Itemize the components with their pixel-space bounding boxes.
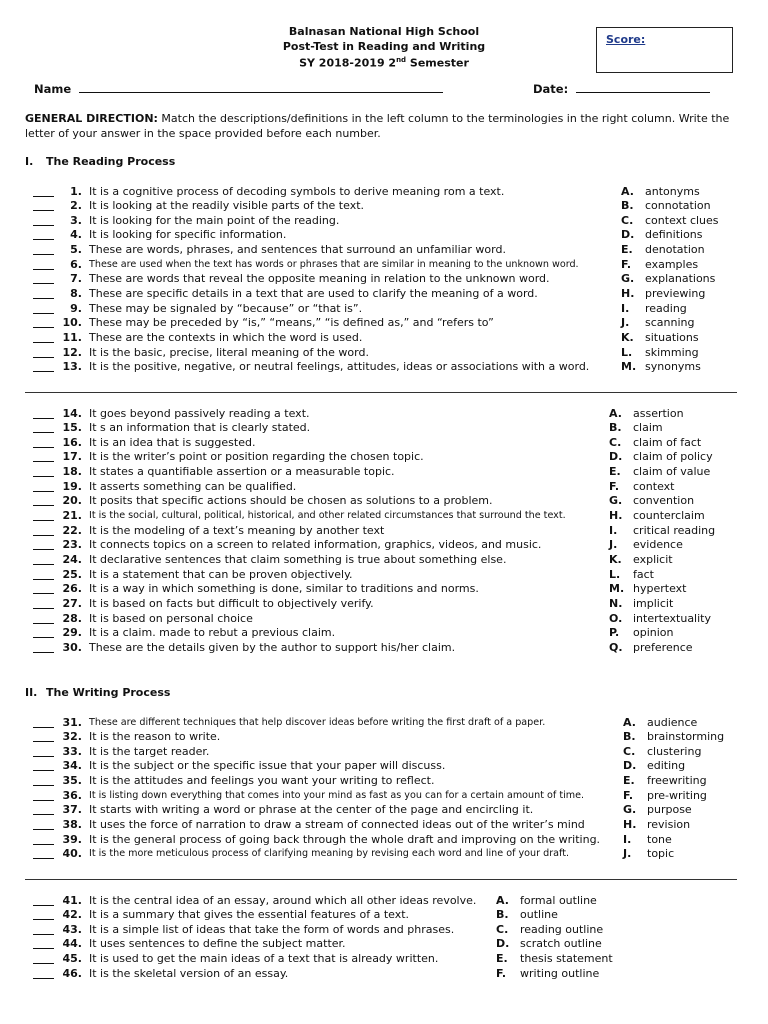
question-row [33,345,369,361]
option-term: evidence [633,538,683,552]
question-row [33,287,538,302]
option-letter: H. [621,287,635,301]
option-letter: O. [609,611,623,625]
question-text: It declarative sentences that claim something is true about something else. [89,553,507,567]
option-term: thesis statement [520,952,613,966]
question-number: 29. [62,626,82,640]
question-text: It is a cognitive process of decoding symbols to derive meaning rom a text. [89,184,505,198]
question-text: It is the skeletal version of an essay. [89,966,289,980]
option-term: claim of policy [633,450,713,464]
option-term: context [633,479,675,493]
answer-blank[interactable] [33,948,54,949]
answer-blank[interactable] [33,447,54,448]
question-row [33,421,311,436]
answer-blank[interactable] [33,535,54,536]
question-row [33,774,435,789]
question-number: 39. [62,832,82,846]
question-text: It is based on personal choice [89,611,253,625]
option-letter: G. [621,272,635,286]
question-text: These may be signaled by “because” or “that is”. [89,301,363,315]
option-term: scanning [645,316,695,330]
question-number: 36. [62,788,82,802]
option-term: counterclaim [633,509,705,523]
question-number: 17. [62,450,82,464]
option-term: examples [645,257,699,271]
option-letter: J. [621,316,630,330]
option-term: assertion [633,406,684,420]
answer-blank[interactable] [33,210,54,211]
question-row [33,213,340,229]
question-number: 35. [62,774,82,788]
option-term: skimming [645,345,699,359]
question-row [33,450,424,465]
question-text: These may be preceded by “is,” “means,” “is defined as,” and “refers to” [89,316,494,330]
question-number: 30. [62,641,82,655]
option-letter: F. [496,966,507,980]
question-row [33,788,585,804]
answer-blank[interactable] [33,727,54,728]
option-term: freewriting [647,774,707,788]
option-letter: J. [609,538,618,552]
answer-blank[interactable] [33,254,54,255]
option-letter: I. [621,301,630,315]
score-box[interactable] [596,27,733,73]
question-row [33,744,210,760]
question-text: It is the central idea of an essay, around which all other ideas revolve. [89,893,477,907]
question-row [33,715,546,731]
option-letter: D. [623,759,637,773]
question-number: 42. [62,908,82,922]
option-letter: L. [609,567,621,581]
answer-blank[interactable] [33,283,54,284]
question-text: It is a statement that can be proven objectively. [89,567,353,581]
question-row [33,937,346,952]
divider [25,879,737,880]
school-year: SY 2018-2019 2nd Semester [299,56,469,70]
option-term: convention [633,494,695,508]
question-number: 22. [62,523,82,537]
question-number: 45. [62,952,82,966]
option-letter: L. [621,345,633,359]
option-letter: H. [623,818,637,832]
question-text: It is a claim. made to rebut a previous claim. [89,626,336,640]
answer-blank[interactable] [33,829,54,830]
option-term: definitions [645,228,703,242]
answer-blank[interactable] [33,741,54,742]
question-number: 10. [62,316,82,330]
name-line[interactable] [79,82,443,93]
answer-blank[interactable] [33,978,54,979]
question-number: 4. [70,228,82,242]
question-number: 1. [70,184,82,198]
question-row [33,847,570,862]
general-direction [25,111,740,141]
test-title: Post-Test in Reading and Writing [282,40,486,53]
question-text: These are words that reveal the opposite meaning in relation to the unknown word. [89,272,550,286]
question-row [33,479,297,495]
question-row [33,406,310,422]
question-number: 41. [62,893,82,907]
question-row [33,641,456,656]
question-text: These are the contexts in which the word is used. [89,331,363,345]
question-text: These are the details given by the author to support his/her claim. [89,641,456,655]
question-number: 25. [62,567,82,581]
question-number: 21. [62,509,82,523]
question-row [33,272,550,287]
question-text: It is listing down everything that comes into your mind as fast as you can for a certain amount of time. [89,789,585,801]
question-text: It is an idea that is suggested. [89,435,256,449]
option-letter: B. [496,908,509,922]
answer-blank[interactable] [33,579,54,580]
option-letter: H. [609,509,623,523]
question-row [33,301,363,317]
option-term: opinion [633,626,674,640]
answer-blank[interactable] [33,313,54,314]
question-row [33,257,579,273]
question-row [33,922,455,938]
option-term: claim of fact [633,435,702,449]
option-term: revision [647,818,691,832]
question-row [33,952,439,967]
question-text: It is looking for specific information. [89,228,287,242]
option-letter: P. [609,626,620,640]
option-term: topic [647,847,675,861]
question-text: It is the modeling of a text’s meaning by another text [89,523,385,537]
question-number: 13. [62,360,82,374]
answer-blank[interactable] [33,814,54,815]
answer-blank[interactable] [33,327,54,328]
option-letter: M. [609,582,625,596]
answer-blank[interactable] [33,593,54,594]
answer-blank[interactable] [33,844,54,845]
question-number: 43. [62,922,82,936]
question-number: 32. [62,730,82,744]
question-number: 15. [62,421,82,435]
name-label: Name [34,82,72,96]
question-row [33,331,363,346]
question-number: 5. [70,243,82,257]
answer-blank[interactable] [33,520,54,521]
option-letter: E. [623,774,635,788]
direction-text: Match the descriptions/definitions in the left column to the terminologies in the right column. Write the letter of your answer in the space provided before each number. [25,112,730,140]
option-letter: J. [623,847,632,861]
option-letter: A. [609,406,622,420]
question-text: It is the target reader. [89,744,210,758]
question-row [33,567,353,583]
option-letter: N. [609,597,623,611]
question-row [33,465,395,480]
date-field[interactable] [533,82,710,96]
question-number: 27. [62,597,82,611]
option-letter: E. [621,243,633,257]
option-term: denotation [645,243,705,257]
answer-blank[interactable] [33,652,54,653]
answer-blank[interactable] [33,623,54,624]
question-number: 14. [62,406,82,420]
question-number: 24. [62,553,82,567]
option-letter: C. [621,213,634,227]
question-number: 33. [62,744,82,758]
option-letter: D. [496,937,510,951]
question-number: 6. [70,257,82,271]
option-term: antonyms [645,184,700,198]
question-number: 18. [62,465,82,479]
question-row [33,832,601,848]
answer-blank[interactable] [33,505,54,506]
question-text: It is the social, cultural, political, historical, and other related circumstances that surround the text. [89,510,566,522]
option-letter: I. [623,832,632,846]
question-row [33,523,385,539]
option-letter: F. [623,788,634,802]
answer-blank[interactable] [33,432,54,433]
question-row [33,626,336,641]
question-number: 8. [70,287,82,301]
question-row [33,228,287,243]
question-number: 38. [62,818,82,832]
question-text: It is used to get the main ideas of a text that is already written. [89,952,439,966]
option-letter: B. [609,421,622,435]
option-term: brainstorming [647,730,725,744]
question-number: 2. [70,199,82,213]
date-label: Date: [533,82,569,96]
question-number: 9. [70,301,82,315]
question-number: 23. [62,538,82,552]
question-text: It is the more meticulous process of clarifying meaning by revising each word and line of your draft. [89,848,570,860]
option-letter: G. [623,803,637,817]
question-text: It states a quantifiable assertion or a measurable topic. [89,465,395,479]
question-text: It is the positive, negative, or neutral feelings, attitudes, ideas or associations with a word. [89,360,590,374]
question-number: 16. [62,435,82,449]
option-letter: A. [496,893,509,907]
option-letter: M. [621,360,637,374]
option-term: previewing [645,287,706,301]
question-text: These are specific details in a text that are used to clarify the meaning of a word. [89,287,538,301]
option-letter: E. [496,952,508,966]
answer-blank[interactable] [33,637,54,638]
option-letter: C. [496,922,509,936]
question-text: It is looking for the main point of the reading. [89,213,340,227]
option-letter: C. [609,435,622,449]
option-letter: K. [609,553,622,567]
question-text: These are words, phrases, and sentences that surround an unfamiliar word. [89,243,506,257]
question-number: 12. [62,345,82,359]
answer-blank[interactable] [33,491,54,492]
option-term: critical reading [633,523,716,537]
option-term: explicit [633,553,673,567]
question-text: It is looking at the readily visible parts of the text. [89,199,365,213]
option-letter: C. [623,744,636,758]
question-row [33,553,507,568]
option-term: tone [647,832,672,846]
option-term: implicit [633,597,674,611]
question-number: 20. [62,494,82,508]
option-term: preference [633,641,693,655]
question-number: 37. [62,803,82,817]
question-text: It is a way in which something is done, similar to traditions and norms. [89,582,479,596]
answer-blank[interactable] [33,269,54,270]
question-text: It is the subject or the specific issue that your paper will discuss. [89,759,446,773]
section-heading-writing: II. The Writing Process [25,686,171,699]
answer-blank[interactable] [33,756,54,757]
answer-blank[interactable] [33,239,54,240]
answer-blank[interactable] [33,800,54,801]
question-text: It asserts something can be qualified. [89,479,297,493]
answer-blank[interactable] [33,549,54,550]
question-row [33,509,566,524]
question-number: 31. [62,715,82,729]
question-text: It is the attitudes and feelings you want your writing to reflect. [89,774,435,788]
question-row [33,611,253,627]
option-letter: Q. [609,641,623,655]
question-text: It posits that specific actions should be chosen as solutions to a problem. [89,494,493,508]
answer-blank[interactable] [33,858,54,859]
question-row [33,435,256,451]
question-text: It is the general process of going back through the whole draft and improving on the writing. [89,832,601,846]
option-term: reading [645,301,687,315]
question-number: 34. [62,759,82,773]
section-heading-reading: I. The Reading Process [25,155,176,168]
option-term: formal outline [520,893,597,907]
question-row [33,538,542,553]
answer-blank[interactable] [33,963,54,964]
option-letter: B. [623,730,636,744]
question-row [33,360,590,375]
question-number: 11. [62,331,82,345]
question-number: 40. [62,847,82,861]
question-text: It s an information that is clearly stated. [89,421,311,435]
question-row [33,966,289,982]
question-text: It starts with writing a word or phrase at the center of the page and encircling it. [89,803,534,817]
question-text: It is the basic, precise, literal meaning of the word. [89,345,369,359]
answer-blank[interactable] [33,770,54,771]
answer-blank[interactable] [33,418,54,419]
question-text: It connects topics on a screen to related information, graphics, videos, and music. [89,538,542,552]
option-term: scratch outline [520,937,602,951]
option-term: pre-writing [647,788,707,802]
option-term: purpose [647,803,692,817]
option-letter: A. [623,715,636,729]
question-text: It is the writer’s point or position regarding the chosen topic. [89,450,424,464]
direction-label: GENERAL DIRECTION: [25,112,158,125]
question-text: It is a summary that gives the essential features of a text. [89,908,410,922]
question-row [33,316,494,331]
question-row [33,818,585,833]
question-text: It uses the force of narration to draw a stream of connected ideas out of the writer’s mind [89,818,585,832]
option-term: fact [633,567,654,581]
answer-blank[interactable] [33,934,54,935]
option-letter: B. [621,199,634,213]
question-number: 19. [62,479,82,493]
option-letter: E. [609,465,621,479]
option-term: situations [645,331,699,345]
option-term: synonyms [645,360,701,374]
option-letter: F. [609,479,620,493]
question-row [33,803,534,818]
answer-blank[interactable] [33,476,54,477]
option-term: context clues [645,213,719,227]
question-number: 28. [62,611,82,625]
question-number: 3. [70,213,82,227]
option-term: reading outline [520,922,604,936]
divider [25,392,737,393]
question-text: It is based on facts but difficult to objectively verify. [89,597,374,611]
question-text: These are used when the text has words or phrases that are similar in meaning to the unknown word. [89,258,579,270]
answer-blank[interactable] [33,785,54,786]
option-term: writing outline [520,966,600,980]
question-row [33,908,410,923]
question-row [33,730,221,745]
date-line[interactable] [576,82,710,93]
option-letter: A. [621,184,634,198]
question-row [33,759,446,774]
question-number: 26. [62,582,82,596]
answer-blank[interactable] [33,608,54,609]
option-letter: G. [609,494,623,508]
question-number: 44. [62,937,82,951]
answer-blank[interactable] [33,371,54,372]
option-letter: F. [621,257,632,271]
option-letter: D. [609,450,623,464]
question-row [33,184,505,200]
answer-blank[interactable] [33,196,54,197]
question-text: It goes beyond passively reading a text. [89,406,310,420]
option-term: explanations [645,272,716,286]
option-term: editing [647,759,686,773]
answer-blank[interactable] [33,905,54,906]
option-term: intertextuality [633,611,711,625]
answer-blank[interactable] [33,298,54,299]
question-text: These are different techniques that help discover ideas before writing the first draft of a paper. [89,716,546,728]
option-term: outline [520,908,558,922]
question-row [33,893,477,909]
question-text: It uses sentences to define the subject matter. [89,937,346,951]
question-row [33,582,479,597]
option-term: clustering [647,744,702,758]
option-term: hypertext [633,582,687,596]
answer-blank[interactable] [33,342,54,343]
question-text: It is a simple list of ideas that take the form of words and phrases. [89,922,455,936]
answer-blank[interactable] [33,461,54,462]
option-letter: D. [621,228,635,242]
name-field[interactable] [34,82,443,96]
question-row [33,597,374,612]
question-row [33,494,493,509]
question-number: 7. [70,272,82,286]
score-label: Score: [606,33,646,46]
option-term: connotation [645,199,711,213]
answer-blank[interactable] [33,357,54,358]
question-number: 46. [62,966,82,980]
question-text: It is the reason to write. [89,730,221,744]
option-letter: K. [621,331,634,345]
answer-blank[interactable] [33,919,54,920]
answer-blank[interactable] [33,564,54,565]
question-row [33,199,365,214]
school-name: Balnasan National High School [288,25,480,38]
option-letter: I. [609,523,618,537]
question-row [33,243,506,258]
option-term: claim of value [633,465,711,479]
answer-blank[interactable] [33,225,54,226]
option-term: claim [633,421,663,435]
option-term: audience [647,715,698,729]
